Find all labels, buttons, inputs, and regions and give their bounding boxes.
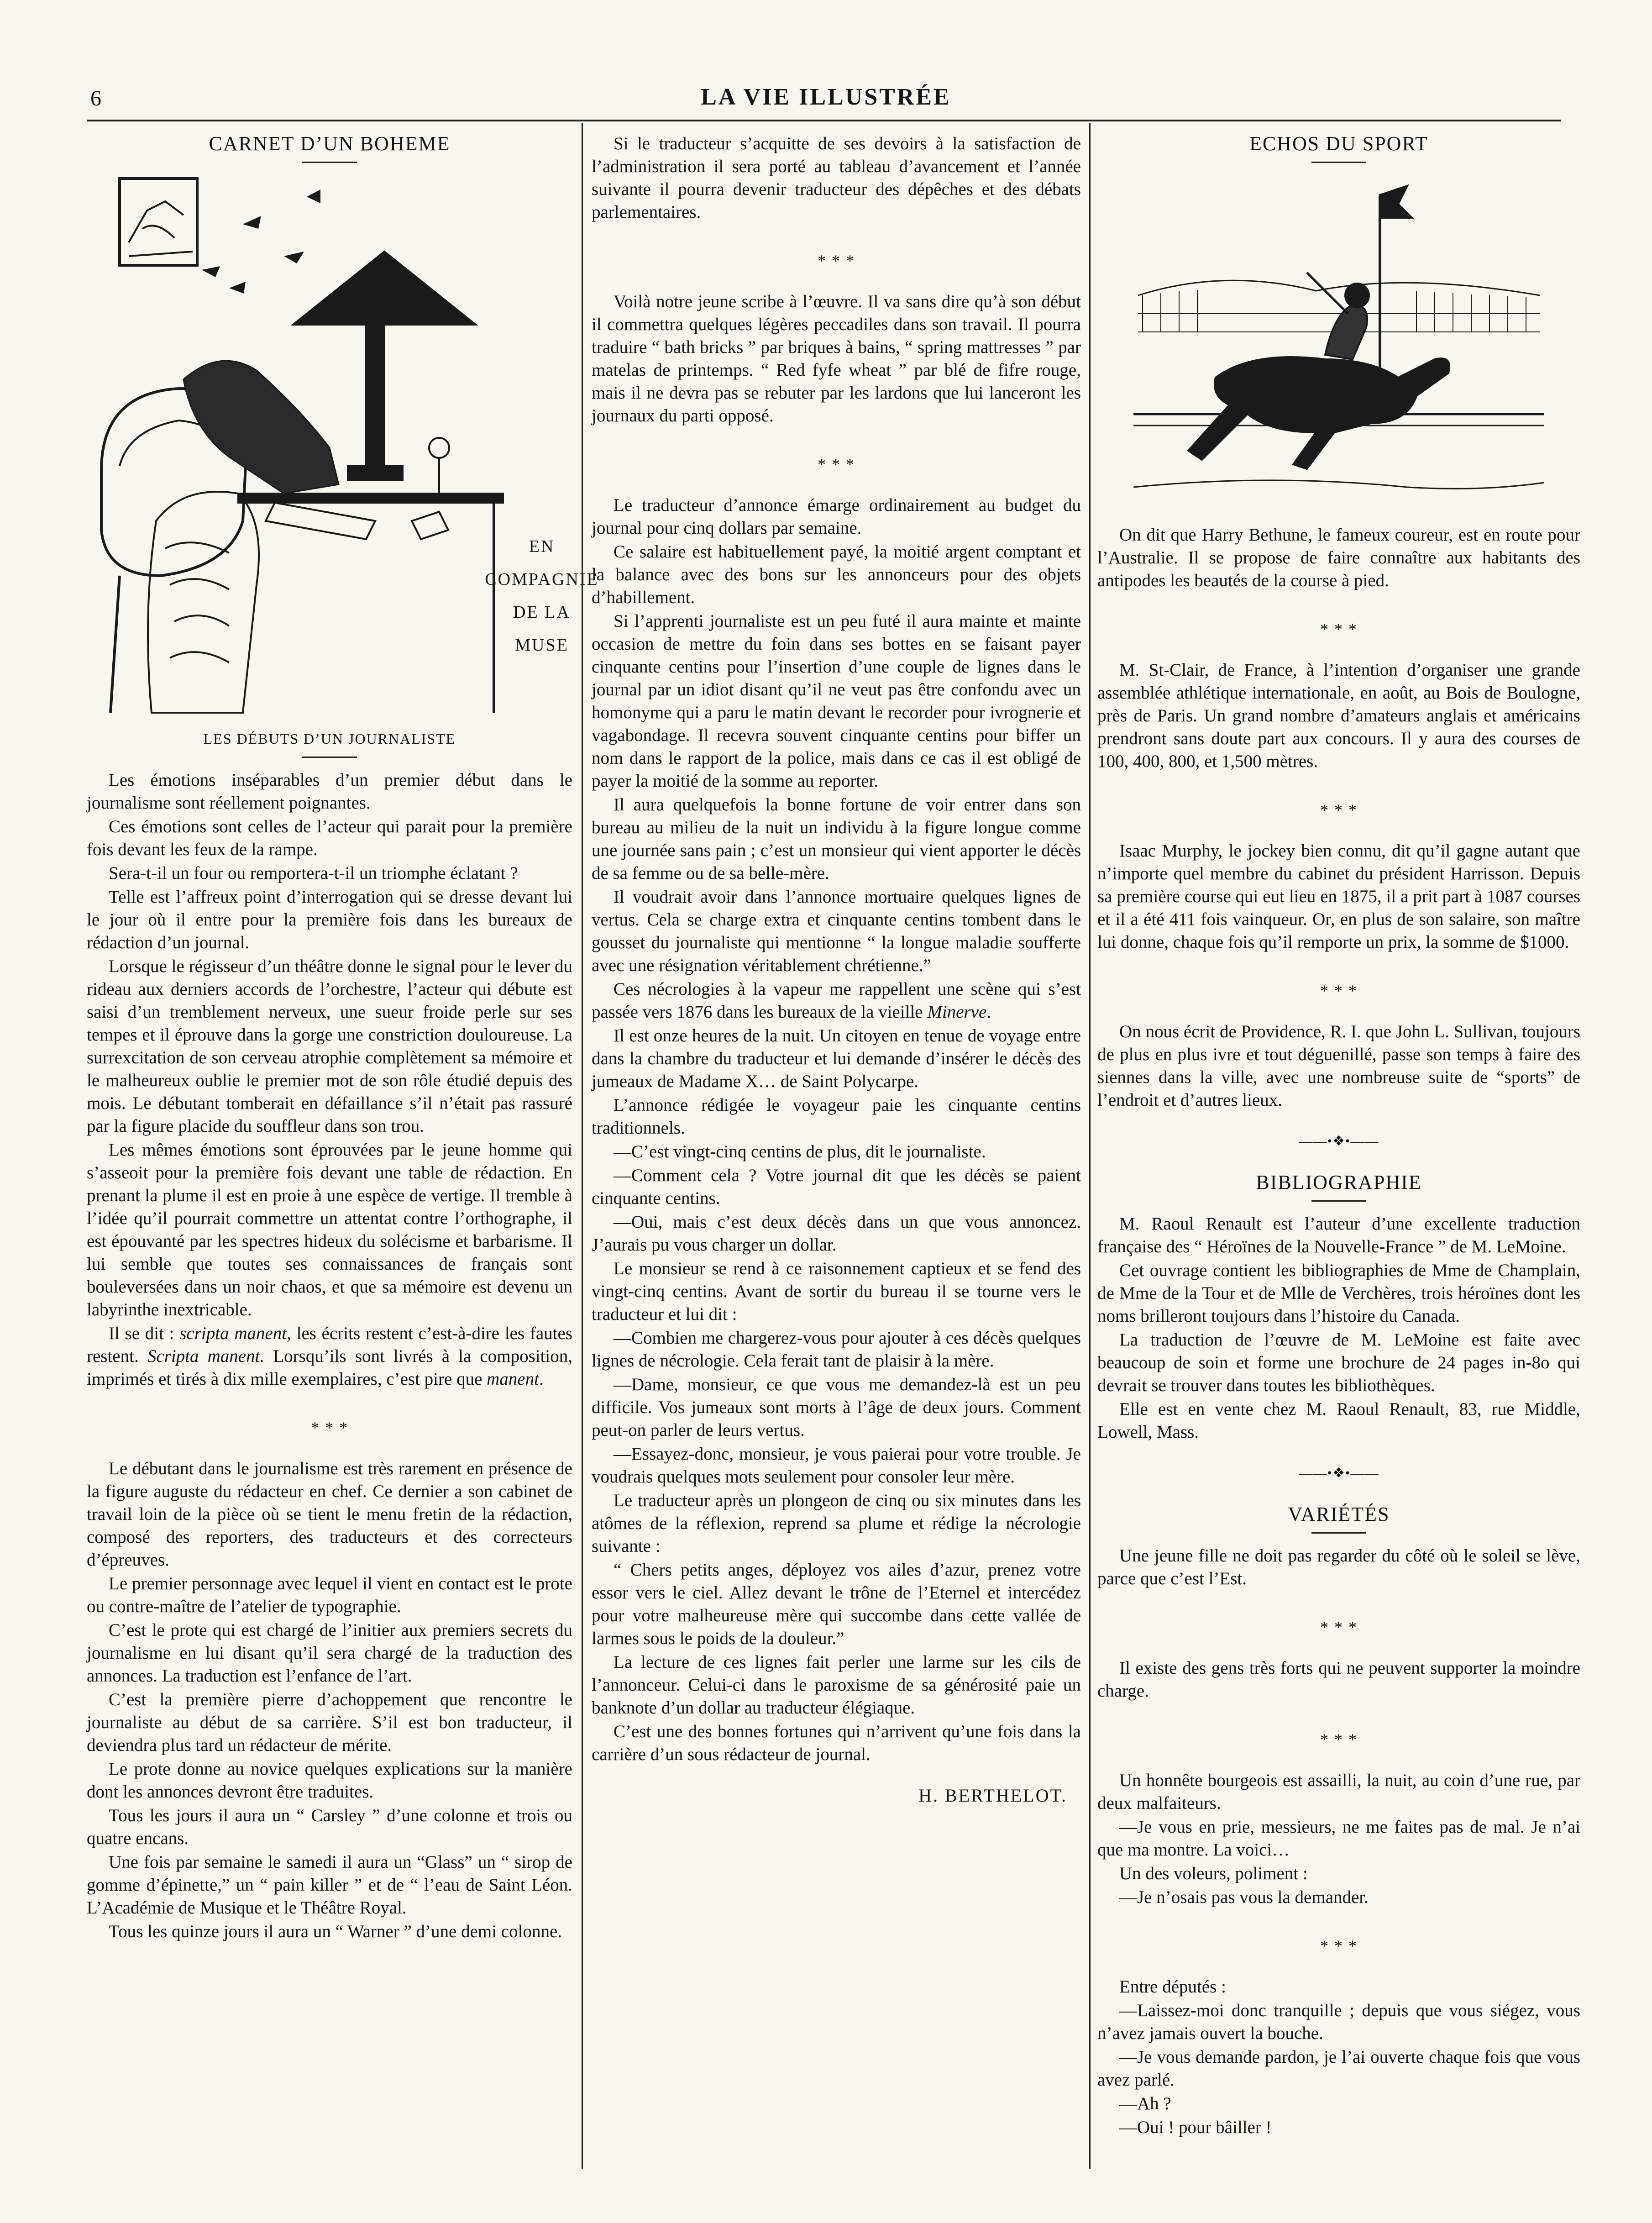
paragraph: Sera-t-il un four ou remportera-t-il un triomphe éclatant ? [109,863,518,883]
title-rule [302,162,357,163]
paragraph: M. Raoul Renault est l’auteur d’une excellente traduction française des “ Héroïnes de la Nouvelle-France ” de M. LeMoine. [1097,1214,1580,1256]
title-rule [1311,1532,1366,1534]
paragraph: —Oui, mais c’est deux décès dans un que vous annoncez. J’aurais pu vous charger un dollar. [592,1212,1081,1255]
column-1 [87,132,599,1944]
paragraph: Il est onze heures de la nuit. Un citoyen en tenue de voyage entre dans la chambre du traducteur et lui demande d’insérer le décès des jumeaux de Madame X… de Saint Polycarpe. [592,1026,1081,1091]
page-number: 6 [90,86,101,110]
header-rule [87,120,1561,121]
asterism-separator: * * * [311,1419,348,1437]
section-title-varietes: VARIÉTÉS [1288,1503,1390,1525]
paragraph: Si le traducteur s’acquitte de ses devoirs à la satisfaction de l’administration il sera porté au tableau d’avancement et l’année suivante il pourra devenir traducteur des dépêches et des débats parlementaires. [592,134,1081,222]
muse-line: COMPAGNIE [485,570,599,589]
paragraph-minerve [592,978,1081,1024]
text-run: Ces nécrologies à la vapeur me rappellent une scène qui s’est passée vers 1876 dans les bureaux de la vieille [592,979,1081,1022]
asterism-separator: * * * [818,455,855,473]
text-run: . [539,1369,544,1389]
paragraph: —Je vous demande pardon, je l’ai ouverte chaque fois que vous avez parlé. [1097,2047,1580,2090]
horse-race-illustration [1133,177,1544,505]
muse-label-box [485,530,599,722]
paragraph: —Oui ! pour bâiller ! [1119,2118,1272,2137]
paragraph: —Essayez-donc, monsieur, je vous paierai pour votre trouble. Je voudrais quelques mots seulement pour consoler leur mère. [592,1444,1081,1487]
illustration-caption: LES DÉBUTS D’UN JOURNALISTE [203,730,456,747]
text-run: Lorsqu’ils sont livrés à la composition, imprimés et tirés à dix mille exemplaires, c’est pire que [87,1346,573,1389]
paragraph: —Je n’osais pas vous la demander. [1119,1887,1369,1907]
masthead-title: LA VIE ILLUSTRÉE [701,84,951,110]
paragraph: L’annonce rédigée le voyageur paie les cinquante centins traditionnels. [592,1095,1081,1138]
paragraph: Les émotions inséparables d’un premier début dans le journalisme sont réellement poignantes. [87,770,572,813]
paragraph: Tous les jours il aura un “ Carsley ” d’une colonne et trois ou quatre encans. [87,1806,572,1848]
asterism-separator: * * * [1320,801,1358,819]
paragraph: Une fois par semaine le samedi il aura un “Glass” un “ sirop de gomme d’épinette,” un “ pain killer ” et de “ l’eau de Saint Léon. L’Académie de Musique et le Théâtre Royal. [87,1852,572,1918]
paragraph: Le premier personnage avec lequel il vient en contact est le prote ou contre-maître de l’atelier de typographie. [87,1574,572,1616]
paragraph: Le prote donne au novice quelques explications sur la manière dont les annonces devront être traduites. [87,1759,572,1802]
paragraph: Le monsieur se rend à ce raisonnement captieux et se fend des vingt-cinq centins. Avant de sortir du bureau il se tourne vers le traducteur et lui dit : [592,1259,1081,1324]
bohemian-writer-illustration [92,174,599,717]
paragraph: Lorsque le régisseur d’un théâtre donne le signal pour le lever du rideau aux derniers accords de l’orchestre, l’acteur qui débute est saisi d’un tremblement nerveux, une sueur froide perle sur ses tempes et il éprouve dans la gorge une constriction douloureuse. La surrexcitation de son cerveau atrophie complètement sa mémoire et le malheureux oublie le premier mot de son rôle étudié depuis des mois. Le débutant tomberait en défaillance s’il n’était pas rassuré par la figure placide du souffleur dans son trou. [87,956,572,1136]
paragraph: C’est une des bonnes fortunes qui n’arrivent qu’une fois dans la carrière d’un sous rédacteur de journal. [592,1722,1081,1764]
paragraph: Le traducteur d’annonce émarge ordinairement au budget du journal pour cinq dollars par semaine. [592,495,1081,538]
paragraph: La lecture de ces lignes fait perler une larme sur les cils de l’annonceur. Celui-ci dans le paroxisme de sa générosité paie un banknote d’un dollar au traducteur élégiaque. [592,1652,1081,1718]
column-divider [582,123,583,2169]
text-run: les écrits restent c’est-à-dire les fautes restent. [87,1324,572,1366]
asterism-separator: * * * [1320,620,1358,638]
paragraph: On dit que Harry Bethune, le fameux coureur, est en route pour l’Australie. Il se propose de faire connaître aux habitants des antipodes les beautés de la course à pied. [1097,525,1580,590]
paragraph: Un honnête bourgeois est assailli, la nuit, au coin d’une rue, par deux malfaiteurs. [1097,1771,1580,1813]
asterism-separator: * * * [1320,1937,1358,1955]
title-rule [1311,162,1366,163]
italic-run: Scripta manent. [147,1346,265,1366]
title-rule [1311,1200,1366,1202]
section-title-sport: ECHOS DU SPORT [1249,132,1429,155]
paragraph: Ce salaire est habituellement payé, la moitié argent comptant et la balance avec des bons sur les annonceurs pour des objets d’habillement. [592,542,1081,607]
paragraph: Il voudrait avoir dans l’annonce mortuaire quelques lignes de vertus. Cela se charge extra et cinquante centins tombent dans le gousset du journaliste qui mentionne “ la longue maladie soufferte avec une résignation véritablement chrétienne.” [592,887,1081,975]
paragraph: —Combien me chargerez-vous pour ajouter à ces décès quelques lignes de nécrologie. Cela ferait tant de plaisir à la mère. [592,1328,1081,1371]
paragraph: Une jeune fille ne doit pas regarder du côté où le soleil se lève, parce que c’est l’Est. [1097,1546,1580,1588]
text-run: Il se dit : [109,1324,180,1343]
italic-run: scripta manent, [179,1324,291,1343]
asterism-separator: * * * [1320,982,1358,1000]
paragraph: Ces émotions sont celles de l’acteur qui parait pour la première fois devant les feux de la rampe. [87,817,572,859]
paragraph: La traduction de l’œuvre de M. LeMoine est faite avec beaucoup de soin et forme une brochure de 24 pages in-8o qui devrait se trouver dans toutes les bibliothèques. [1097,1330,1580,1395]
paragraph: —Dame, monsieur, ce que vous me demandez-là est un peu difficile. Vos jumeaux sont morts à l’âge de deux jours. Comment peut-on parler de leurs vertus. [592,1375,1081,1440]
author-signature: H. BERTHELOT. [918,1785,1067,1806]
asterism-separator: * * * [818,252,855,270]
paragraph: On nous écrit de Providence, R. I. que John L. Sullivan, toujours de plus en plus ivre et tout déguenillé, passe son temps à faire des siennes dans la ville, avec une nombreuse suite de “sports” de l’endroit et d’autres lieux. [1097,1022,1580,1110]
paragraph: Il aura quelquefois la bonne fortune de voir entrer dans son bureau au milieu de la nuit un individu à la figure longue comme une journée sans pain ; c’est un monsieur qui vient apporter le décès de sa femme ou de sa belle-mère. [592,795,1081,883]
section-title-carnet: CARNET D’UN BOHEME [209,132,451,155]
paragraph: Cet ouvrage contient les bibliographies de Mme de Champlain, de Mme de la Tour et de Mlle de Verchères, trois héroïnes dont les noms brilleront toujours dans l’histoire du Canada. [1097,1261,1580,1326]
asterism-separator: * * * [1320,1618,1358,1636]
paragraph: Telle est l’affreux point d’interrogation qui se dresse devant lui le jour où il entre pour la première fois dans les bureaux de rédaction d’un journal. [87,887,572,952]
asterism-separator: * * * [1320,1730,1358,1749]
paragraph: Isaac Murphy, le jockey bien connu, dit qu’il gagne autant que n’importe quel membre du cabinet du président Harrisson. Depuis sa première course qui eut lieu en 1875, il a prit part à 1087 courses et il a été 411 fois vainqueur. Or, en plus de son salaire, son maître lui donne, chaque fois qu’il remporte un prix, la somme de $1000. [1097,841,1580,952]
paragraph: Si l’apprenti journaliste est un peu futé il aura mainte et mainte occasion de mettre du foin dans ses bottes en se faisant payer cinquante centins pour l’insertion d’une couple de lignes dans le journal par un idiot disant qu’il ne veut pas être confondu avec un homonyme qui a paru le matin devant le recorder pour ivrognerie et vagabondage. Il recevra souvent cinquante centins pour biffer un nom dans le rapport de la police, mais dans ce cas il est obligé de payer la moitié de la somme au reporter. [592,611,1081,791]
paragraph: Le traducteur après un plongeon de cinq ou six minutes dans les atômes de la réflexion, reprend sa plume et rédige la nécrologie suivante : [592,1491,1081,1556]
paragraph: Les mêmes émotions sont éprouvées par le jeune homme qui s’asseoit pour la première fois devant une table de rédaction. En prenant la plume il est en proie à une espèce de vertige. Il tremble à l’idée qu’il pourrait commettre un attentat contre l’orthographe, il est épouvanté par les spectres hideux du solécisme et barbarisme. Il lui semble que toutes ses connaissances de français sont bouleversées dans un noir chaos, et que sa mémoire est devenu un labyrinthe inextricable. [87,1140,572,1319]
muse-line: MUSE [515,636,569,655]
text-run: . [986,1002,991,1022]
column-3 [1097,132,1580,2140]
paragraph: M. St-Clair, de France, à l’intention d’organiser une grande assemblée athlétique internationale, en août, au Bois de Boulogne, près de Paris. Un grand nombre d’amateurs anglais et américains prendront sans doute part aux concours. Il y aura des courses de 100, 400, 800, et 1,500 mètres. [1097,660,1580,771]
column-divider [1089,123,1091,2169]
paragraph-scripta [87,1322,572,1391]
caption-rule [302,757,357,758]
paragraph: —Je vous en prie, messieurs, ne me faites pas de mal. Je n’ai que ma montre. La voici… [1097,1817,1580,1860]
paragraph: —Laissez-moi donc tranquille ; depuis que vous siégez, vous n’avez jamais ouvert la bouche. [1097,2001,1580,2043]
paragraph: Entre députés : [1119,1977,1226,1997]
paragraph: C’est le prote qui est chargé de l’initier aux premiers secrets du journalisme en lui disant qu’il sera chargé de la traduction des annonces. La traduction est l’enfance de l’art. [87,1620,572,1686]
italic-run: manent [487,1369,539,1389]
column-2 [592,132,1081,1807]
paragraph: Elle est en vente chez M. Raoul Renault, 83, rue Middle, Lowell, Mass. [1097,1399,1580,1442]
paragraph: —Comment cela ? Votre journal dit que les décès se paient cinquante centins. [592,1166,1081,1208]
paragraph: “ Chers petits anges, déployez vos ailes d’azur, prenez votre essor vers le ciel. Allez devant le trône de l’Eternel et intercédez pour votre malheureuse mère qui succombe dans cette vallée de larmes sous le poids de la douleur.” [592,1560,1081,1648]
paragraph: Il existe des gens très forts qui ne peuvent supporter la moindre charge. [1097,1658,1580,1701]
paragraph: Voilà notre jeune scribe à l’œuvre. Il va sans dire qu’à son début il commettra quelques légères peccadiles dans son travail. Il pourra traduire “ bath bricks ” par briques à bains, “ spring mattresses ” par matelas de printemps. “ Red fyfe wheat ” par blé de fifre rouge, mais il ne devra pas se rebuter par les lardons que lui lanceront les journaux du parti opposé. [592,292,1081,426]
paragraph: —Ah ? [1119,2094,1171,2113]
paragraph: Tous les quinze jours il aura un “ Warner ” d’une demi colonne. [109,1922,562,1941]
ornament-divider: ——•❖•—— [1299,1466,1379,1481]
jockey-on-horse-drawing [1133,177,1544,505]
paragraph: Le débutant dans le journalisme est très rarement en présence de la figure auguste du rédacteur en chef. Ce dernier a son cabinet de travail loin de la pièce où se tient le menu fretin de la rédaction, composé des reporters, des traducteurs et des correcteurs d’épreuves. [87,1459,572,1570]
paragraph: Un des voleurs, poliment : [1119,1864,1308,1883]
paragraph: C’est la première pierre d’achoppement que rencontre le journaliste au début de sa carrière. S’il est bon traducteur, il deviendra plus tard un rédacteur de mérite. [87,1690,572,1755]
italic-run: Minerve [927,1002,987,1022]
muse-line: DE LA [513,603,571,622]
paragraph: —C’est vingt-cinq centins de plus, dit le journaliste. [614,1142,986,1161]
section-title-bibliographie: BIBLIOGRAPHIE [1256,1171,1422,1193]
muse-line: EN [529,537,555,556]
ornament-divider: ——•❖•—— [1299,1134,1379,1149]
